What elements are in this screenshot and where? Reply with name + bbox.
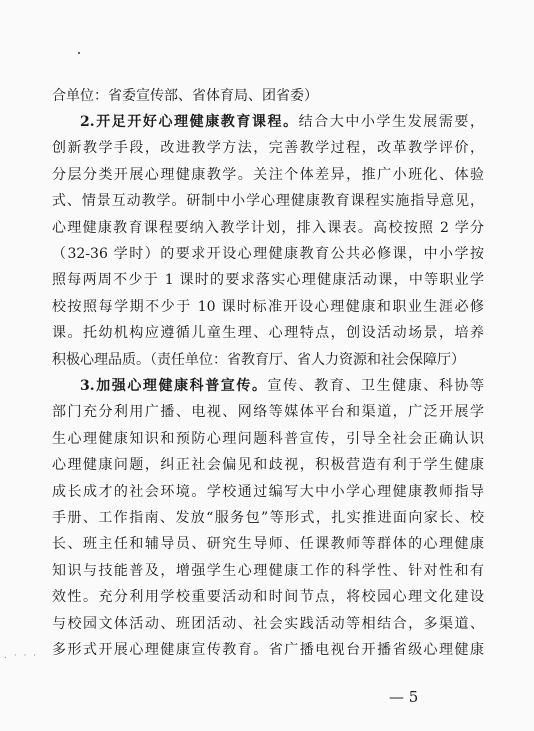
text-line bbox=[52, 479, 484, 505]
text-line bbox=[52, 267, 484, 293]
line-text: 心理健康问题，纠正社会偏见和歧视，积极营造有利于学生健康 bbox=[52, 457, 484, 473]
line-text: 宣传、教育、卫生健康、科协等 bbox=[267, 378, 484, 394]
scan-dots: . · · · bbox=[4, 651, 39, 661]
line-text: 手册、工作指南、发放“服务包”等形式，扎实推进面向家长、校 bbox=[52, 510, 484, 526]
line-text: 部门充分利用广播、电视、网络等媒体平台和渠道，广泛开展学 bbox=[52, 404, 484, 420]
line-text: 心理健康教育课程要纳入教学计划，排入课表。高校按照 2 学分 bbox=[52, 220, 484, 236]
line-text: （32-36 学时）的要求开设心理健康教育公共必修课，中小学按 bbox=[52, 246, 484, 262]
section-heading: 2.开足开好心理健康教育课程。 bbox=[80, 114, 299, 130]
text-line bbox=[52, 215, 484, 241]
line-text: 与校园文体活动、班团活动、社会实践活动等相结合，多渠道、 bbox=[52, 616, 484, 632]
line-text: 结合大中小学生发展需要， bbox=[298, 114, 484, 130]
text-line bbox=[52, 320, 484, 346]
text-line bbox=[52, 558, 484, 584]
text-line bbox=[52, 241, 484, 267]
line-text: 校按照每学期不少于 10 课时标准开设心理健康和职业生涯必修 bbox=[52, 299, 484, 315]
text-line bbox=[52, 188, 484, 214]
text-line bbox=[52, 347, 484, 373]
line-text: 知识与技能普及，增强学生心理健康工作的科学性、针对性和有 bbox=[52, 563, 484, 579]
text-line bbox=[52, 531, 484, 557]
text-line bbox=[52, 83, 484, 109]
text-line bbox=[52, 452, 484, 478]
line-text: 课。托幼机构应遵循儿童生理、心理特点，创设活动场景，培养 bbox=[52, 325, 484, 341]
line-text: 式、情景互动教学。研制中小学心理健康教育课程实施指导意见， bbox=[52, 193, 484, 209]
text-line bbox=[52, 584, 484, 610]
line-text: 多形式开展心理健康宣传教育。省广播电视台开播省级心理健康 bbox=[52, 642, 484, 658]
text-line bbox=[52, 399, 484, 425]
line-text: 生心理健康知识和预防心理问题科普宣传，引导全社会正确认识 bbox=[52, 431, 484, 447]
line-text: 合单位：省委宣传部、省体育局、团省委） bbox=[52, 88, 318, 104]
text-line bbox=[52, 426, 484, 452]
section-heading: 3.加强心理健康科普宣传。 bbox=[80, 378, 268, 394]
text-line bbox=[52, 637, 484, 663]
text-line bbox=[52, 294, 484, 320]
line-text: 效性。充分利用学校重要活动和时间节点，将校园心理文化建设 bbox=[52, 589, 484, 605]
page-number: — 5 bbox=[389, 688, 419, 706]
line-text: 分层分类开展心理健康教学。关注个体差异，推广小班化、体验 bbox=[52, 167, 484, 183]
text-line bbox=[52, 505, 484, 531]
line-text: 积极心理品质。（责任单位：省教育厅、省人力资源和社会保障厅） bbox=[52, 352, 465, 368]
line-text: 长、班主任和辅导员、研究生导师、任课教师等群体的心理健康 bbox=[52, 536, 484, 552]
text-line bbox=[52, 611, 484, 637]
text-line bbox=[52, 135, 484, 161]
line-text: 创新教学手段，改进教学方法，完善教学过程，改革教学评价， bbox=[52, 140, 484, 156]
line-text: 成长成才的社会环境。学校通过编写大中小学心理健康教师指导 bbox=[52, 484, 484, 500]
text-line bbox=[80, 373, 484, 399]
scan-mark bbox=[78, 52, 80, 54]
text-line bbox=[80, 109, 484, 135]
text-line bbox=[52, 162, 484, 188]
line-text: 照每两周不少于 1 课时的要求落实心理健康活动课，中等职业学 bbox=[52, 272, 484, 288]
